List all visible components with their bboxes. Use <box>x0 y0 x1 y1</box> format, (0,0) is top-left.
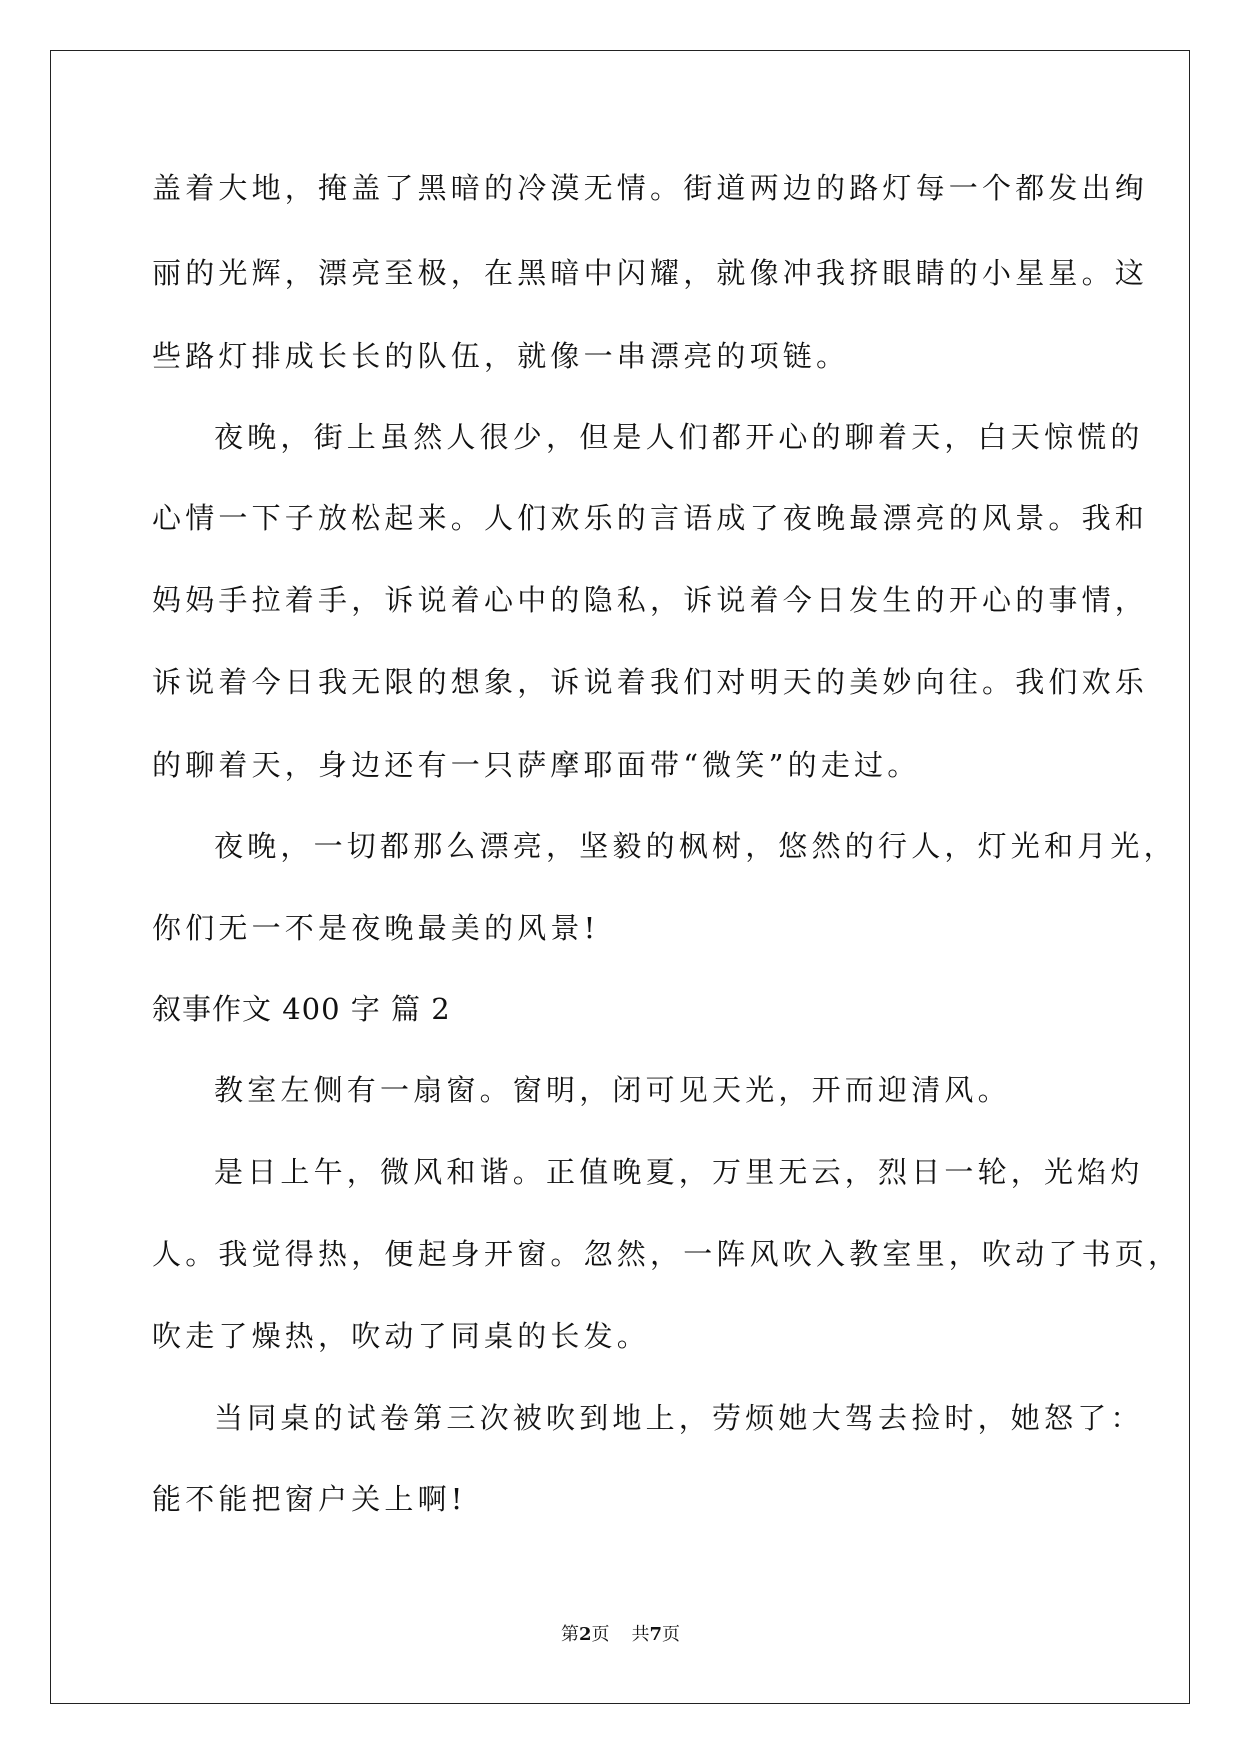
total-prefix: 共 <box>631 1624 650 1645</box>
text-line: 教室左侧有一扇窗。窗明，闭可见天光，开而迎清风。 <box>214 1073 1011 1107</box>
text-line: 心情一下子放松起来。人们欢乐的言语成了夜晚最漂亮的风景。我和 <box>152 501 1149 535</box>
text-line: 妈妈手拉着手，诉说着心中的隐私，诉说着今日发生的开心的事情， <box>152 583 1149 617</box>
page-current: 2 <box>578 1624 592 1645</box>
text-line: 诉说着今日我无限的想象，诉说着我们对明天的美妙向往。我们欢乐 <box>152 665 1149 699</box>
text-line: 夜晚，一切都那么漂亮，坚毅的枫树，悠然的行人，灯光和月光， <box>214 829 1177 863</box>
text-line: 丽的光辉，漂亮至极，在黑暗中闪耀，就像冲我挤眼睛的小星星。这 <box>152 256 1149 290</box>
text-line: 你们无一不是夜晚最美的风景! <box>152 911 600 945</box>
page-footer <box>0 1620 1241 1646</box>
text-line: 吹走了燥热，吹动了同桌的长发。 <box>152 1319 651 1353</box>
text-line: 能不能把窗户关上啊! <box>152 1482 467 1516</box>
text-line: 是日上午，微风和谐。正值晚夏，万里无云，烈日一轮，光焰灼 <box>214 1155 1144 1189</box>
page-prefix: 第 <box>560 1624 579 1645</box>
text-line: 些路灯排成长长的队伍，就像一串漂亮的项链。 <box>152 339 850 373</box>
text-line: 人。我觉得热，便起身开窗。忽然，一阵风吹入教室里，吹动了书页， <box>152 1237 1182 1271</box>
text-line: 当同桌的试卷第三次被吹到地上，劳烦她大驾去捡时，她怒了： <box>214 1401 1144 1435</box>
page-total: 7 <box>649 1624 663 1645</box>
section-heading: 叙事作文 400 字 篇 2 <box>152 992 451 1026</box>
text-line: 夜晚，街上虽然人很少，但是人们都开心的聊着天，白天惊慌的 <box>214 420 1144 454</box>
text-line: 的聊着天，身边还有一只萨摩耶面带“微笑”的走过。 <box>152 748 921 782</box>
page-border <box>50 50 1190 1704</box>
text-line: 盖着大地，掩盖了黑暗的冷漠无情。街道两边的路灯每一个都发出绚 <box>152 171 1149 205</box>
total-suffix: 页 <box>662 1624 681 1645</box>
page-suffix: 页 <box>591 1624 610 1645</box>
